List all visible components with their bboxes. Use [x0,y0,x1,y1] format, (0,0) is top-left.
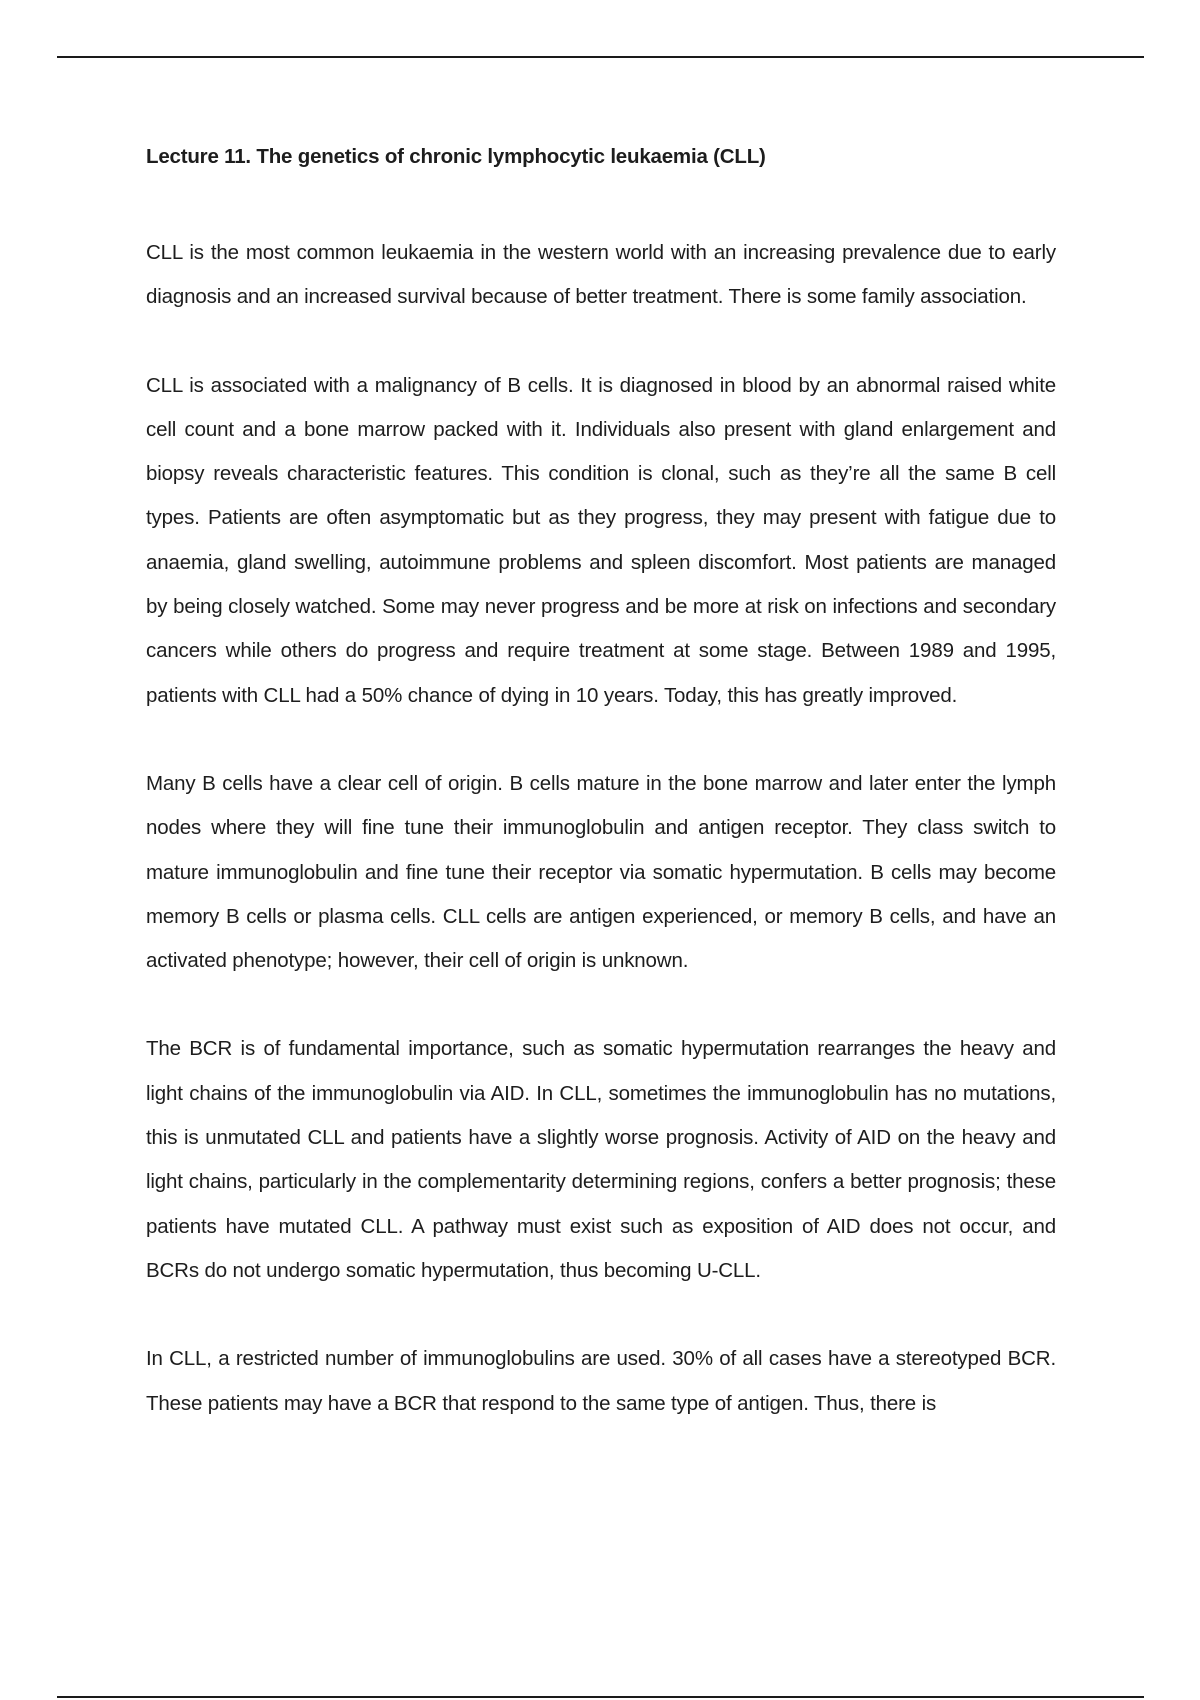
paragraph-bcr: The BCR is of fundamental importance, such as somatic hypermutation rearranges the heavy and light chains of the immunoglobulin via AID. In CLL, sometimes the immunoglobulin has no mutations, this is unmutated CLL and patients have a slightly worse prognosis. Activity of AID on the heavy and light chains, particularly in the complementarity determining regions, confers a better prognosis; these patients have mutated CLL. A pathway must exist such as exposition of AID does not occur, and BCRs do not undergo somatic hypermutation, thus becoming U-CLL. [146,1037,1056,1282]
paragraph-diagnosis: CLL is associated with a malignancy of B cells. It is diagnosed in blood by an abnormal raised white cell count and a bone marrow packed with it. Individuals also present with gland enlargement and biopsy reveals characteristic features. This condition is clonal, such as they’re all the same B cell types. Patients are often asymptomatic but as they progress, they may present with fatigue due to anaemia, gland swelling, autoimmune problems and spleen discomfort. Most patients are managed by being closely watched. Some may never progress and be more at risk on infections and secondary cancers while others do progress and require treatment at some stage. Between 1989 and 1995, patients with CLL had a 50% chance of dying in 10 years. Today, this has greatly improved. [146,373,1056,707]
document-body [146,143,1056,1470]
paragraph-intro: CLL is the most common leukaemia in the western world with an increasing prevalence due to early diagnosis and an increased survival because of better treatment. There is some family association. [146,241,1056,309]
paragraph-immunoglobulins: In CLL, a restricted number of immunoglobulins are used. 30% of all cases have a stereotyped BCR. These patients may have a BCR that respond to the same type of antigen. Thus, there is [146,1347,1056,1415]
paragraph-cell-origin: Many B cells have a clear cell of origin. B cells mature in the bone marrow and later enter the lymph nodes where they will fine tune their immunoglobulin and antigen receptor. They class switch to mature immunoglobulin and fine tune their receptor via somatic hypermutation. B cells may become memory B cells or plasma cells. CLL cells are antigen experienced, or memory B cells, and have an activated phenotype; however, their cell of origin is unknown. [146,771,1056,973]
lecture-title: Lecture 11. The genetics of chronic lymphocytic leukaemia (CLL) [146,145,766,168]
header-rule [57,56,1144,58]
footer-rule [57,1696,1144,1698]
